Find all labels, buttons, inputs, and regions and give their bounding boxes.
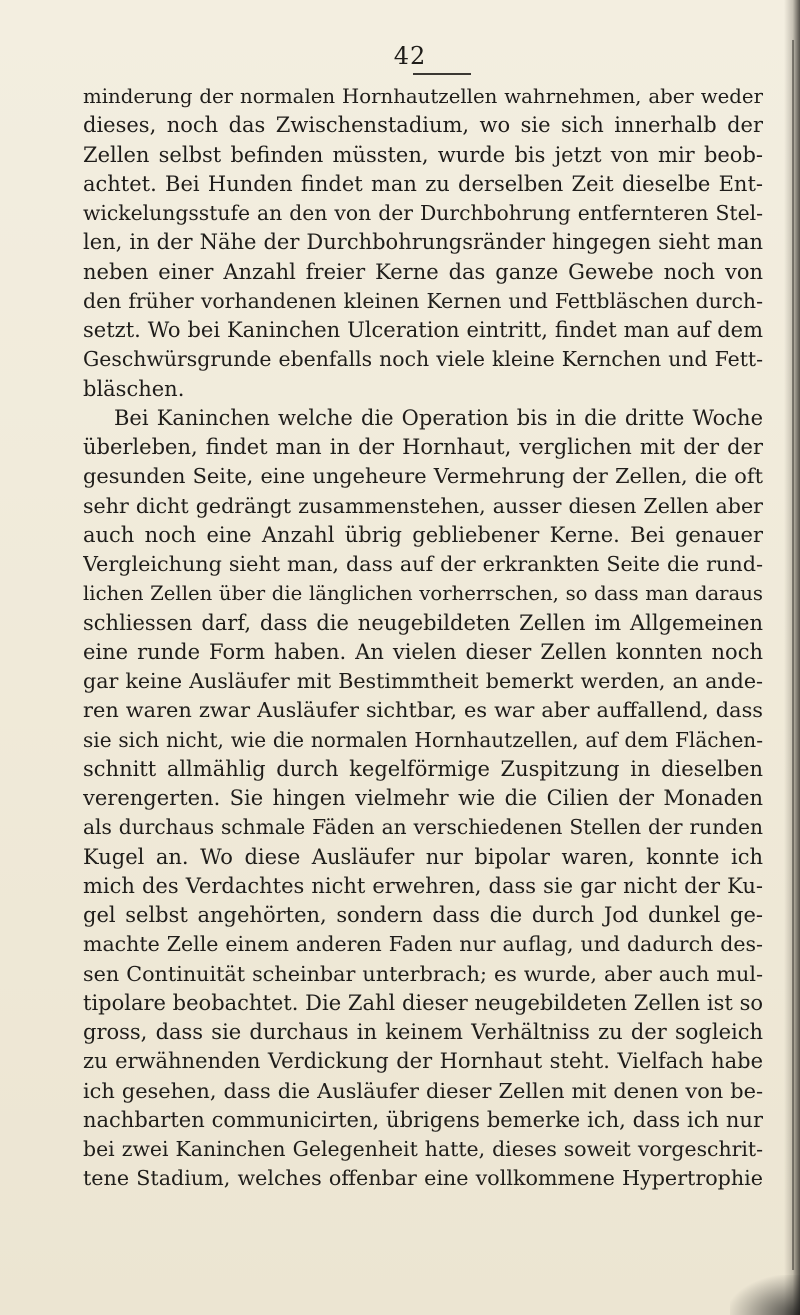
text-line: Kugel an. Wo diese Ausläufer nur bipolar waren, konnte ich xyxy=(83,844,763,869)
text-line: setzt. Wo bei Kaninchen Ulceration eintritt, findet man auf dem xyxy=(83,318,763,342)
text-line: ich gesehen, dass die Ausläufer dieser Zellen mit denen von be- xyxy=(83,1078,763,1103)
text-line: sehr dicht gedrängt zusammenstehen, ausser diesen Zellen aber xyxy=(83,493,763,518)
text-line: schliessen darf, dass die neugebildeten Zellen im Allgemeinen xyxy=(83,610,763,635)
paragraph-start-line: Bei Kaninchen welche die Operation bis in die dritte Woche xyxy=(114,405,763,430)
page-edge-shadow xyxy=(784,0,800,1315)
text-line: tipolare beobachtet. Die Zahl dieser neugebildeten Zellen ist so xyxy=(83,990,763,1015)
text-line: auch noch eine Anzahl übrig gebliebener Kerne. Bei genauer xyxy=(83,522,763,547)
text-line: ren waren zwar Ausläufer sichtbar, es war aber auffallend, dass xyxy=(83,698,763,723)
text-line: schnitt allmählig durch kegelförmige Zuspitzung in dieselben xyxy=(83,756,763,781)
text-line: sie sich nicht, wie die normalen Hornhautzellen, auf dem Flächen- xyxy=(83,727,763,752)
text-line: eine runde Form haben. An vielen dieser Zellen konnten noch xyxy=(83,639,763,664)
text-line: machte Zelle einem anderen Faden nur auflag, und dadurch des- xyxy=(83,932,763,957)
text-line: neben einer Anzahl freier Kerne das ganze Gewebe noch von xyxy=(83,259,763,284)
text-line: gel selbst angehörten, sondern dass die durch Jod dunkel ge- xyxy=(83,903,763,927)
text-line: tene Stadium, welches offenbar eine vollkommene Hypertrophie xyxy=(83,1166,763,1191)
text-line: überleben, findet man in der Hornhaut, verglichen mit der der xyxy=(83,435,763,459)
text-line: als durchaus schmale Fäden an verschiedenen Stellen der runden xyxy=(83,815,763,840)
text-line: dieses, noch das Zwischenstadium, wo sie sich innerhalb der xyxy=(83,113,763,138)
corner-shadow xyxy=(730,1275,800,1315)
text-line: nachbarten communicirten, übrigens bemerke ich, dass ich nur xyxy=(83,1107,763,1132)
text-line: Vergleichung sieht man, dass auf der erkrankten Seite die rund- xyxy=(83,552,763,576)
text-line: bei zwei Kaninchen Gelegenheit hatte, dieses soweit vorgeschrit- xyxy=(83,1137,763,1161)
text-line: gesunden Seite, eine ungeheure Vermehrung der Zellen, die oft xyxy=(83,464,763,489)
text-line: len, in der Nähe der Durchbohrungsränder hingegen sieht man xyxy=(83,230,763,255)
text-line: zu erwähnenden Verdickung der Hornhaut steht. Vielfach habe xyxy=(83,1049,763,1074)
paragraph-end-line: bläschen. xyxy=(83,376,185,401)
text-line: wickelungsstufe an den von der Durchbohrung entfernteren Stel- xyxy=(83,201,763,225)
text-line: lichen Zellen über die länglichen vorherrschen, so dass man daraus xyxy=(83,582,763,606)
text-line: gross, dass sie durchaus in keinem Verhältniss zu der sogleich xyxy=(83,1020,763,1044)
text-line: verengerten. Sie hingen vielmehr wie die Cilien der Monaden xyxy=(83,786,763,810)
text-line: mich des Verdachtes nicht erwehren, dass sie gar nicht der Ku- xyxy=(83,873,763,898)
text-line: gar keine Ausläufer mit Bestimmtheit bemerkt werden, an ande- xyxy=(83,669,763,693)
text-line: den früher vorhandenen kleinen Kernen und Fettbläschen durch- xyxy=(83,288,763,313)
text-line: Geschwürsgrunde ebenfalls noch viele kleine Kernchen und Fett- xyxy=(83,347,763,372)
page-number: 42 xyxy=(393,42,427,70)
body-text xyxy=(83,82,763,1194)
text-line: achtet. Bei Hunden findet man zu derselben Zeit dieselbe Ent- xyxy=(83,171,763,196)
page-number-rule xyxy=(413,73,471,75)
text-line: sen Continuität scheinbar unterbrach; es wurde, aber auch mul- xyxy=(83,961,763,986)
text-line: minderung der normalen Hornhautzellen wahrnehmen, aber weder xyxy=(83,85,763,108)
text-line: Zellen selbst befinden müssten, wurde bis jetzt von mir beob- xyxy=(83,142,763,167)
